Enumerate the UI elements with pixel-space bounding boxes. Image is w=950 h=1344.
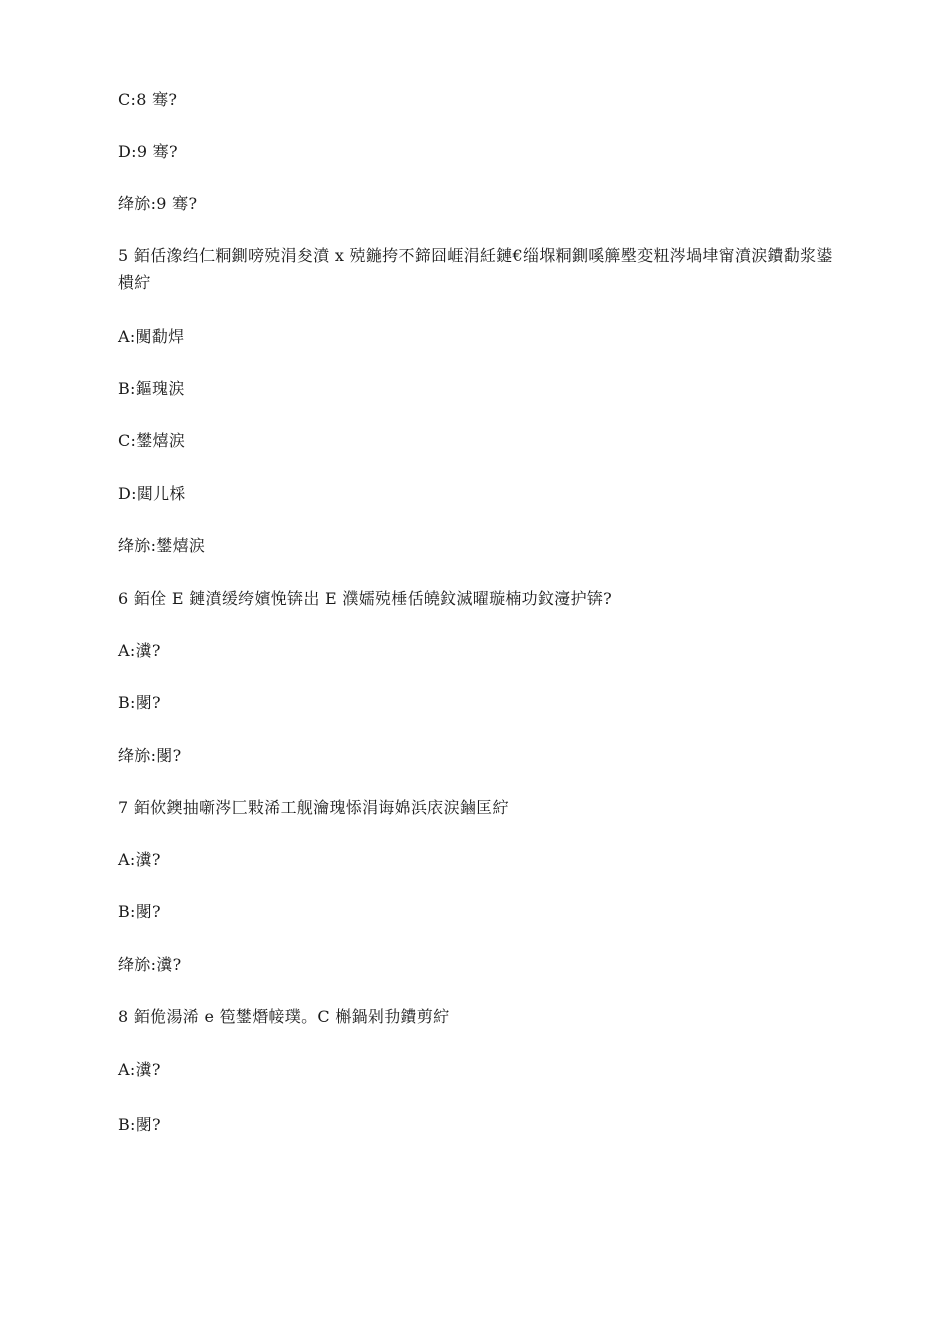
question-5: 5 銆佸潒绉仁粡鍘嗙殑涓夋濆 x 殑鍦挎不鍗囧崕涓紝鏈€缁堢粡鍘嗘簲壂変粈涔堝垏甯濆涙鐨勫浆鍙樻紵	[118, 246, 833, 292]
option-b-q5: B:鏂瑰涙	[118, 379, 185, 398]
option-a-q5: A:闃勫焊	[118, 327, 185, 346]
option-b-q7: B:閿?	[118, 902, 161, 921]
answer-q5: 绛旀:鐢熺涙	[118, 536, 206, 555]
question-8: 8 銆佹湯浠 e 笣鐢熸帹璞。C 槲鍋剁劧鐨剪紵	[118, 1007, 450, 1026]
option-b-q6: B:閿?	[118, 693, 161, 712]
option-a-q6: A:瀵?	[118, 641, 161, 660]
option-d-q4: D:9 骞?	[118, 142, 178, 161]
answer-q4: 绛旀:9 骞?	[118, 194, 198, 213]
option-b-q8: B:閿?	[118, 1115, 161, 1134]
option-d-q5: D:閮儿棌	[118, 484, 186, 503]
answer-q7: 绛旀:瀵?	[118, 955, 182, 974]
option-a-q8: A:瀵?	[118, 1060, 161, 1079]
option-c-q5: C:鐢熺涙	[118, 431, 186, 450]
question-7: 7 銆佽鐭抽噺涔匚敤浠工舰瀹瑰悿涓诲婂浜庡涙鏀匡紵	[118, 798, 509, 817]
question-6: 6 銆佺 E 鏈濆缓绔嬪悗锛岀 E 濮嬬殑棰佸皢鈫滅曜璇楠功鈫濅护锛?	[118, 589, 613, 608]
option-c-q4: C:8 骞?	[118, 90, 178, 109]
option-a-q7: A:瀵?	[118, 850, 161, 869]
answer-q6: 绛旀:閿?	[118, 746, 182, 765]
